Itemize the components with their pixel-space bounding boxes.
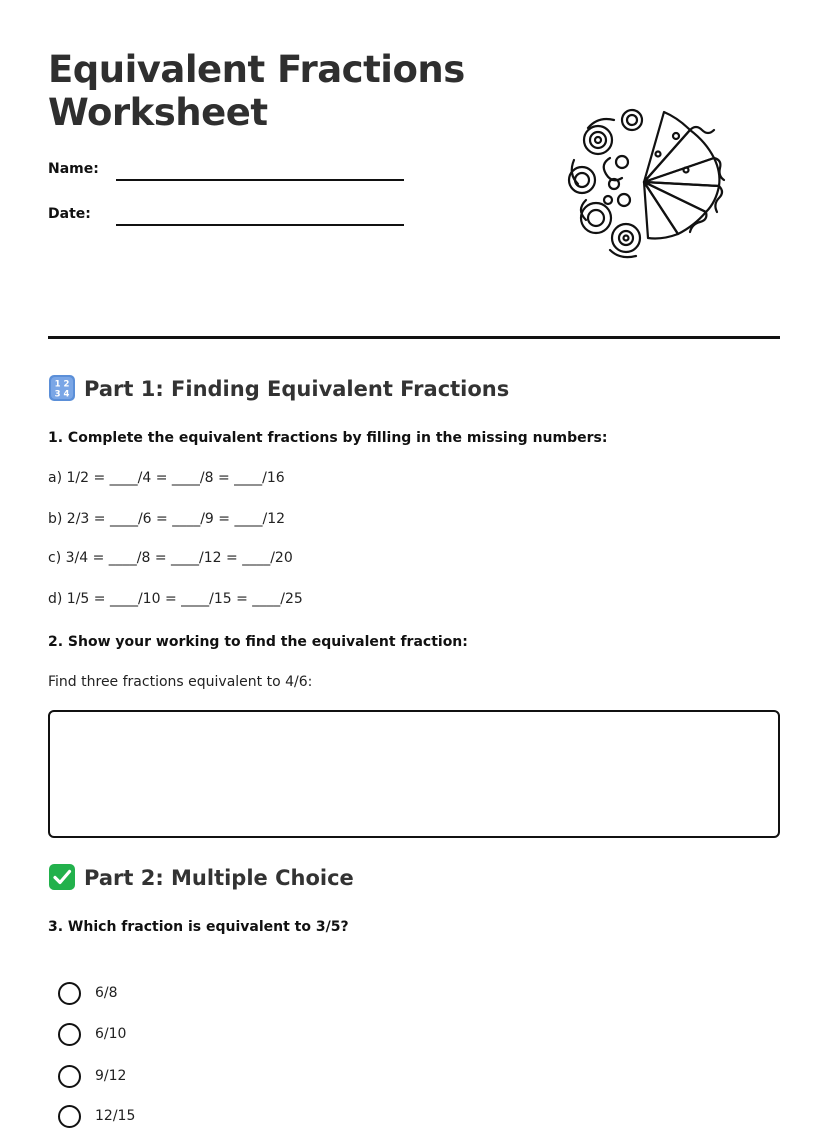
choice-option[interactable]	[58, 982, 258, 1008]
svg-text:3 4: 3 4	[54, 389, 70, 400]
question-2-instruction: Find three fractions equivalent to 4/6:	[48, 674, 313, 690]
part1-heading	[48, 374, 509, 403]
choice-option[interactable]	[58, 1105, 258, 1131]
choice-option[interactable]	[58, 1023, 258, 1049]
svg-text:1 2: 1 2	[54, 379, 70, 390]
radio-button[interactable]	[58, 982, 81, 1005]
page-title	[48, 48, 528, 134]
name-field-row	[48, 160, 408, 188]
radio-button[interactable]	[58, 1065, 81, 1088]
question-2-prompt: 2. Show your working to find the equivalent fraction:	[48, 634, 468, 650]
title-line-2: Worksheet	[48, 91, 268, 134]
title-line-1: Equivalent Fractions	[48, 48, 465, 91]
working-answer-box[interactable]	[48, 710, 780, 838]
part1-heading-text: Part 1: Finding Equivalent Fractions	[84, 377, 510, 401]
part2-heading-text: Part 2: Multiple Choice	[84, 866, 354, 890]
fraction-line-b: b) 2/3 = ____/6 = ____/9 = ____/12	[48, 511, 286, 527]
choice-label: 6/10	[95, 1026, 127, 1042]
fraction-line-d: d) 1/5 = ____/10 = ____/15 = ____/25	[48, 591, 303, 607]
name-label: Name:	[48, 161, 99, 177]
radio-button[interactable]	[58, 1023, 81, 1046]
fraction-line-a: a) 1/2 = ____/4 = ____/8 = ____/16	[48, 470, 285, 486]
question-1-prompt: 1. Complete the equivalent fractions by filling in the missing numbers:	[48, 430, 608, 446]
question-3-prompt: 3. Which fraction is equivalent to 3/5?	[48, 919, 349, 935]
choice-option[interactable]	[58, 1065, 258, 1091]
fraction-line-c: c) 3/4 = ____/8 = ____/12 = ____/20	[48, 550, 293, 566]
date-field-row	[48, 205, 408, 233]
check-mark-button-icon	[48, 863, 76, 891]
choice-label: 9/12	[95, 1068, 127, 1084]
pizza-icon	[566, 100, 728, 266]
input-numbers-icon	[48, 374, 76, 402]
part2-heading	[48, 863, 354, 892]
choice-label: 12/15	[95, 1108, 136, 1124]
name-field[interactable]	[116, 179, 404, 181]
section-divider	[48, 336, 780, 339]
date-field[interactable]	[116, 224, 404, 226]
date-label: Date:	[48, 206, 91, 222]
radio-button[interactable]	[58, 1105, 81, 1128]
choice-label: 6/8	[95, 985, 118, 1001]
